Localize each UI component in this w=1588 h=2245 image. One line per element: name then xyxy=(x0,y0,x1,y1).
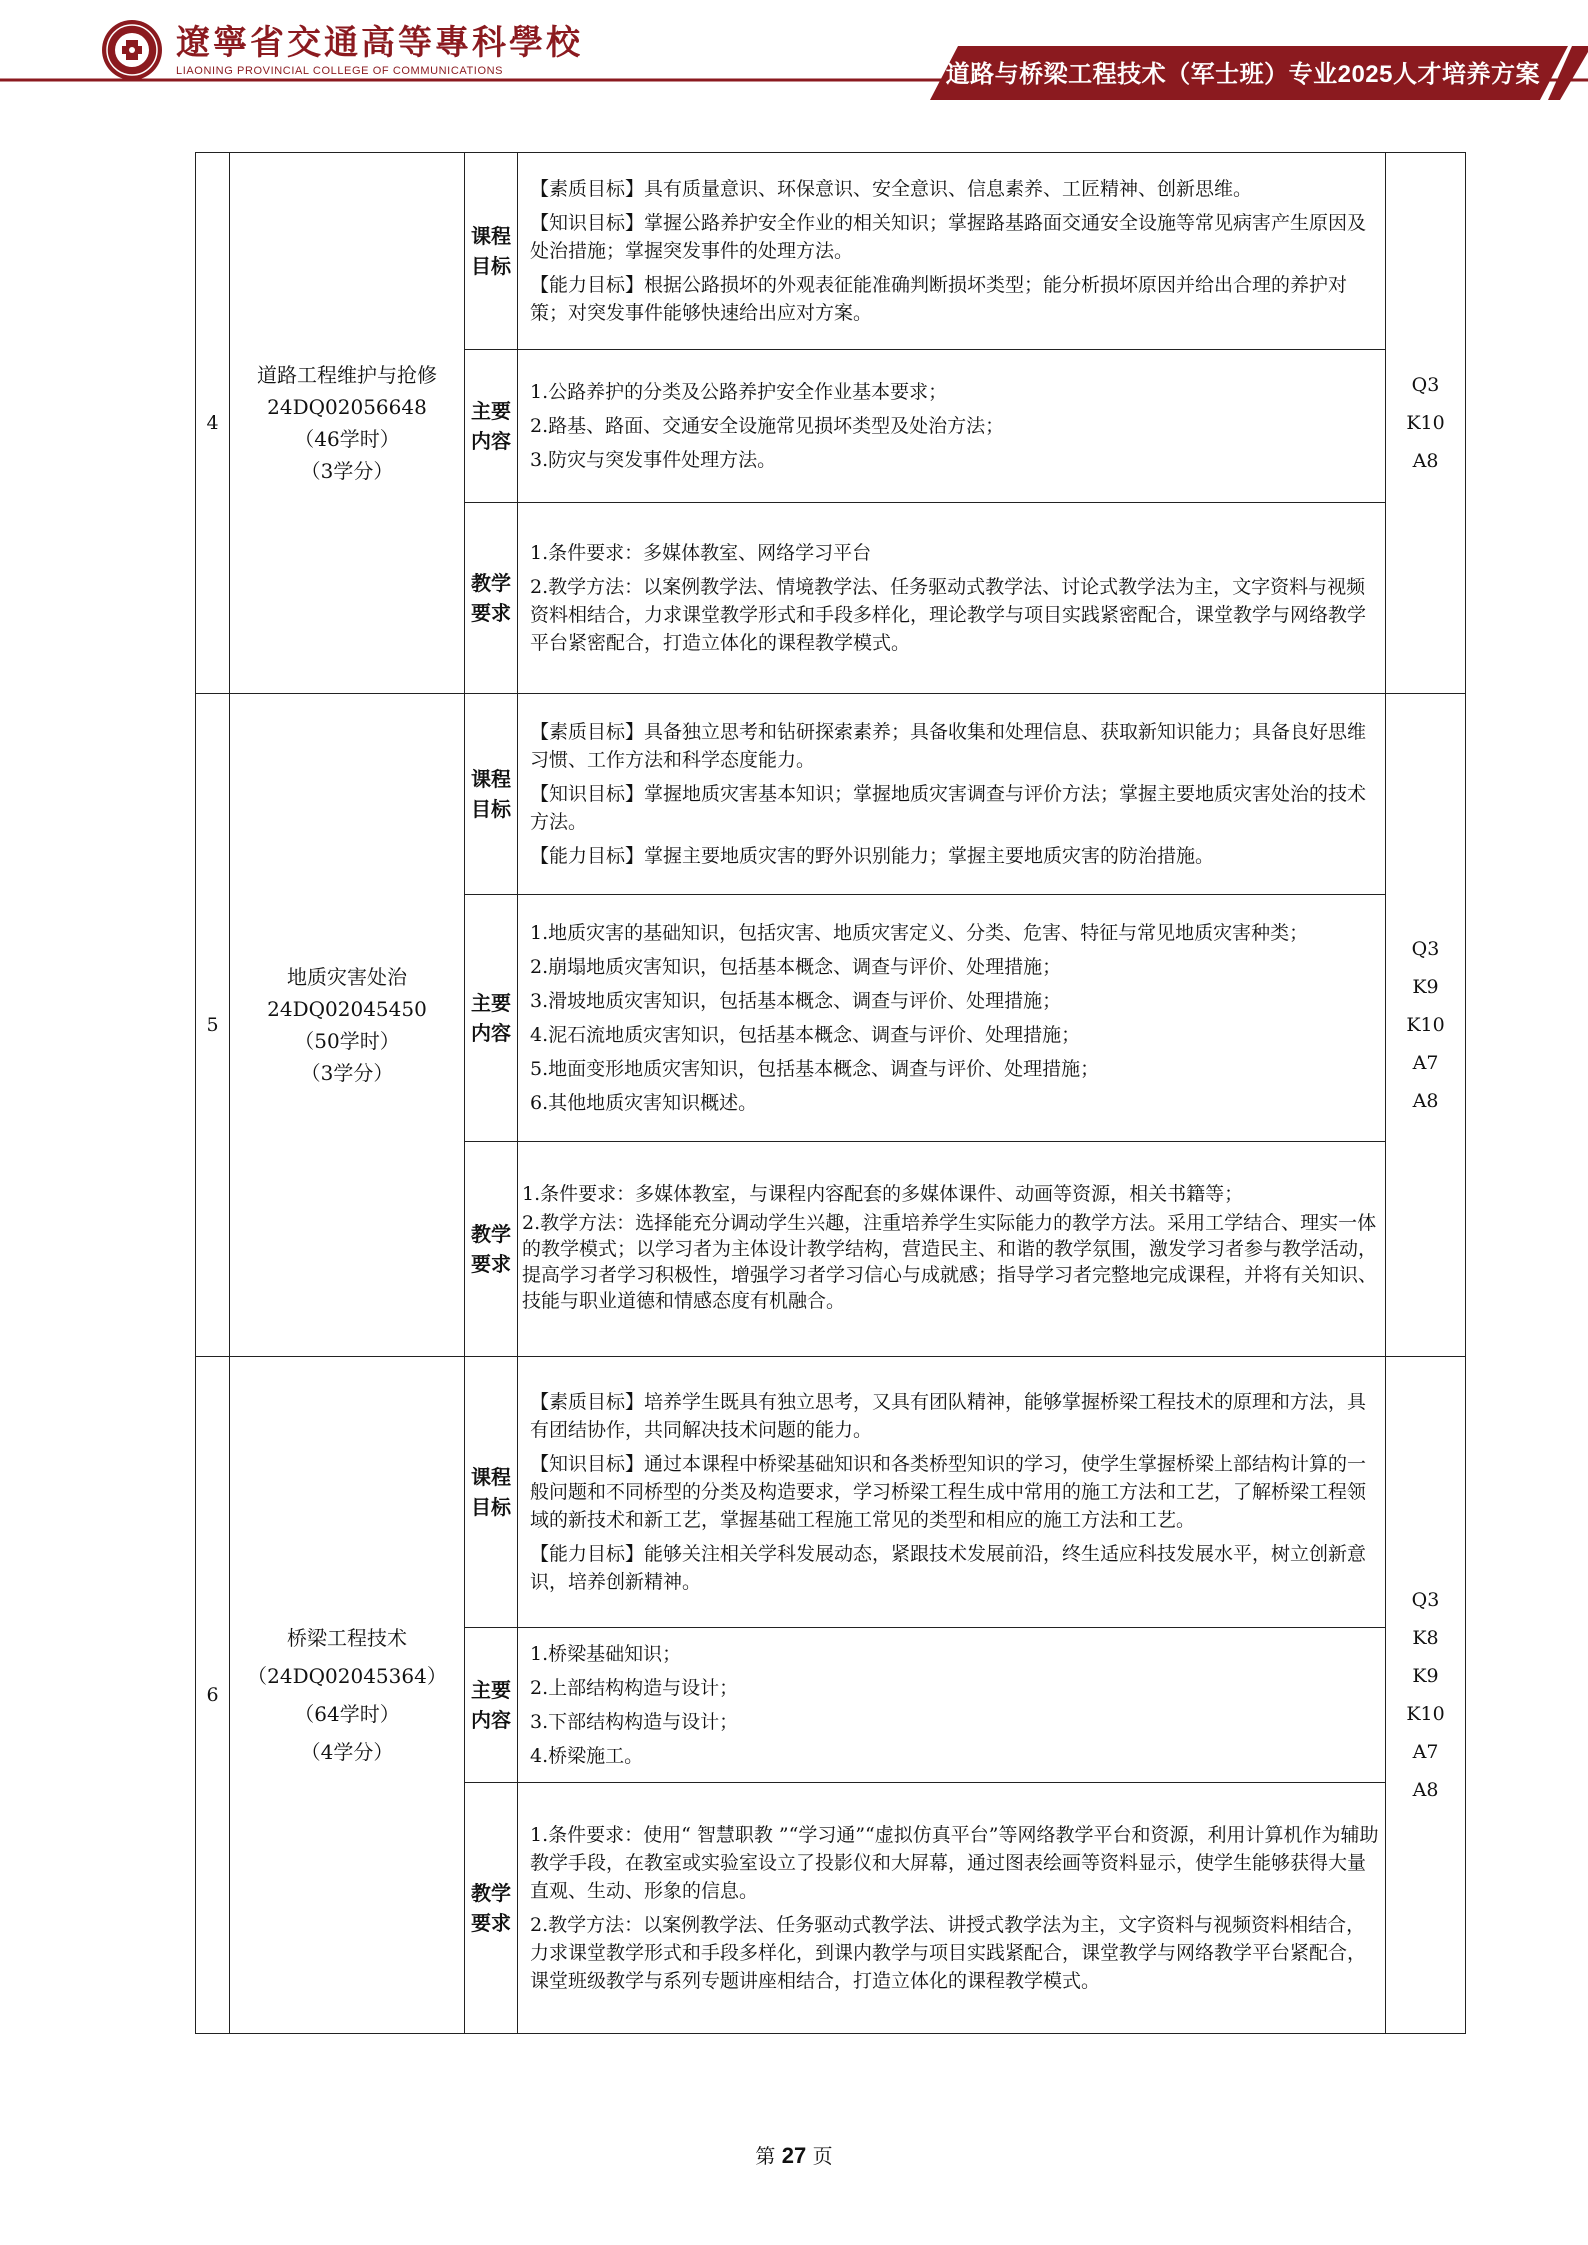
content-item: 6.其他地质灾害知识概述。 xyxy=(530,1092,758,1114)
knowledge-goal: 【知识目标】掌握公路养护安全作业的相关知识；掌握路基路面交通安全设施等常见病害产生原因及处治措施；掌握突发事件的处理方法。 xyxy=(530,212,1367,262)
teaching-label: 教学 要求 xyxy=(465,1783,518,2034)
school-name-cn: 遼寧省交通高等專科學校 xyxy=(176,23,583,63)
page-footer xyxy=(0,2140,1588,2169)
page-header xyxy=(0,0,1588,100)
indicator-code: Q3 xyxy=(1411,938,1440,960)
course-code: 24DQ02056648 xyxy=(267,395,427,419)
course-row-goals xyxy=(196,694,1466,895)
indicator-codes xyxy=(1386,1357,1466,2034)
course-number: 5 xyxy=(196,694,230,1357)
page-suffix: 页 xyxy=(812,2144,833,2168)
content-item: 2.路基、路面、交通安全设施常见损坏类型及处治方法； xyxy=(530,415,1005,437)
indicator-code: K10 xyxy=(1406,1703,1445,1725)
content-item: 2.上部结构构造与设计； xyxy=(530,1677,739,1699)
knowledge-goal: 【知识目标】掌握地质灾害基本知识；掌握地质灾害调查与评价方法；掌握主要地质灾害处治的技术方法。 xyxy=(530,783,1367,833)
teaching-requirements xyxy=(518,1783,1386,2034)
course-info xyxy=(230,153,465,694)
teaching-item: 2.教学方法：以案例教学法、情境教学法、任务驱动式教学法、讨论式教学法为主，文字资料与视频资料相结合，力求课堂教学形式和手段多样化，理论教学与项目实践紧密配合，课堂教学与网络教学平台紧密配合，打造立体化的课程教学模式。 xyxy=(530,576,1367,654)
ability-goal: 【能力目标】根据公路损坏的外观表征能准确判断损坏类型；能分析损坏原因并给出合理的养护对策；对突发事件能够快速给出应对方案。 xyxy=(530,274,1348,324)
indicator-code: Q3 xyxy=(1411,374,1440,396)
course-goals xyxy=(518,153,1386,350)
course-number: 6 xyxy=(196,1357,230,2034)
quality-goal: 【素质目标】具备独立思考和钻研探索素养；具备收集和处理信息、获取新知识能力；具备良好思维习惯、工作方法和科学态度能力。 xyxy=(530,721,1367,771)
indicator-code: K10 xyxy=(1406,412,1445,434)
course-credits: （4学分） xyxy=(300,1740,394,1764)
page-prefix: 第 xyxy=(755,2144,776,2168)
course-goals xyxy=(518,694,1386,895)
indicator-code: K8 xyxy=(1412,1627,1439,1649)
teaching-item: 1.条件要求：多媒体教室、网络学习平台 xyxy=(530,542,872,564)
content-item: 2.崩塌地质灾害知识，包括基本概念、调查与评价、处理措施； xyxy=(530,956,1062,978)
content-item: 4.桥梁施工。 xyxy=(530,1745,644,1767)
teaching-item: 1.条件要求：使用“ 智慧职教 ”“学习通”“虚拟仿真平台”等网络教学平台和资源，利用计算机作为辅助教学手段，在教室或实验室设立了投影仪和大屏幕，通过图表绘画等资料显示，使学生能够获得大量直观、生动、形象的信息。 xyxy=(530,1824,1379,1902)
teaching-item: 1.条件要求：多媒体教室，与课程内容配套的多媒体课件、动画等资源，相关书籍等； xyxy=(522,1183,1244,1205)
content-item: 5.地面变形地质灾害知识，包括基本概念、调查与评价、处理措施； xyxy=(530,1058,1100,1080)
course-content xyxy=(518,1628,1386,1783)
content-item: 4.泥石流地质灾害知识，包括基本概念、调查与评价、处理措施； xyxy=(530,1024,1081,1046)
indicator-codes xyxy=(1386,694,1466,1357)
teaching-label: 教学 要求 xyxy=(465,503,518,694)
goals-label: 课程 目标 xyxy=(465,1357,518,1628)
document-title: 道路与桥梁工程技术（军士班）专业2025人才培养方案 xyxy=(945,61,1540,88)
page-number: 27 xyxy=(781,2143,807,2168)
course-goals xyxy=(518,1357,1386,1628)
course-hours: （50学时） xyxy=(294,1029,400,1053)
content-item: 1.桥梁基础知识； xyxy=(530,1643,682,1665)
school-seal-icon xyxy=(100,18,164,82)
course-code: 24DQ02045450 xyxy=(267,997,427,1021)
indicator-code: A7 xyxy=(1412,1741,1439,1763)
indicator-codes xyxy=(1386,153,1466,694)
course-row-goals xyxy=(196,153,1466,350)
teaching-label: 教学 要求 xyxy=(465,1142,518,1357)
course-hours: （46学时） xyxy=(294,427,400,451)
school-logo xyxy=(100,18,583,82)
course-code: （24DQ02045364） xyxy=(247,1664,447,1688)
teaching-item: 2.教学方法：选择能充分调动学生兴趣，注重培养学生实际能力的教学方法。采用工学结合、理实一体的教学模式；以学习者为主体设计教学结构，营造民主、和谐的教学氛围，激发学习者参与教学活动，提高学习者学习积极性，增强学习者学习信心与成就感；指导学习者完整地完成课程，并将有关知识、技能与职业道德和情感态度有机融合。 xyxy=(522,1212,1378,1312)
course-name: 地质灾害处治 xyxy=(287,965,407,989)
indicator-code: A7 xyxy=(1412,1052,1439,1074)
knowledge-goal: 【知识目标】通过本课程中桥梁基础知识和各类桥型知识的学习，使学生掌握桥梁上部结构计算的一般问题和不同桥型的分类及构造要求，学习桥梁工程生成中常用的施工方法和工艺，了解桥梁工程领域的新技术和新工艺，掌握基础工程施工常见的类型和相应的施工方法和工艺。 xyxy=(530,1453,1367,1531)
indicator-code: A8 xyxy=(1412,1779,1439,1801)
teaching-requirements xyxy=(518,503,1386,694)
course-info xyxy=(230,694,465,1357)
course-number: 4 xyxy=(196,153,230,694)
content-label: 主要 内容 xyxy=(465,1628,518,1783)
content-item: 3.下部结构构造与设计； xyxy=(530,1711,739,1733)
indicator-code: K10 xyxy=(1406,1014,1445,1036)
content-item: 3.滑坡地质灾害知识，包括基本概念、调查与评价、处理措施； xyxy=(530,990,1062,1012)
course-table xyxy=(195,152,1466,2034)
course-info xyxy=(230,1357,465,2034)
content-label: 主要 内容 xyxy=(465,350,518,503)
content-label: 主要 内容 xyxy=(465,895,518,1142)
school-name-en: LIAONING PROVINCIAL COLLEGE OF COMMUNICATIONS xyxy=(176,65,504,77)
course-content xyxy=(518,895,1386,1142)
quality-goal: 【素质目标】具有质量意识、环保意识、安全意识、信息素养、工匠精神、创新思维。 xyxy=(530,178,1253,200)
course-credits: （3学分） xyxy=(300,1061,394,1085)
indicator-code: A8 xyxy=(1412,1090,1439,1112)
course-name: 道路工程维护与抢修 xyxy=(257,363,437,387)
teaching-requirements xyxy=(518,1142,1386,1357)
course-credits: （3学分） xyxy=(300,459,394,483)
indicator-code: A8 xyxy=(1412,450,1439,472)
content-item: 3.防灾与突发事件处理方法。 xyxy=(530,449,777,471)
course-content xyxy=(518,350,1386,503)
goals-label: 课程 目标 xyxy=(465,694,518,895)
course-row-goals xyxy=(196,1357,1466,1628)
indicator-code: Q3 xyxy=(1411,1589,1440,1611)
content-item: 1.公路养护的分类及公路养护安全作业基本要求； xyxy=(530,381,948,403)
ability-goal: 【能力目标】能够关注相关学科发展动态，紧跟技术发展前沿，终生适应科技发展水平，树立创新意识，培养创新精神。 xyxy=(530,1543,1367,1593)
content-item: 1.地质灾害的基础知识，包括灾害、地质灾害定义、分类、危害、特征与常见地质灾害种类； xyxy=(530,922,1309,944)
course-name: 桥梁工程技术 xyxy=(287,1626,407,1650)
goals-label: 课程 目标 xyxy=(465,153,518,350)
quality-goal: 【素质目标】培养学生既具有独立思考，又具有团队精神，能够掌握桥梁工程技术的原理和方法，具有团结协作，共同解决技术问题的能力。 xyxy=(530,1391,1367,1441)
indicator-code: K9 xyxy=(1412,1665,1439,1687)
ability-goal: 【能力目标】掌握主要地质灾害的野外识别能力；掌握主要地质灾害的防治措施。 xyxy=(530,845,1215,867)
course-hours: （64学时） xyxy=(294,1702,400,1726)
teaching-item: 2.教学方法：以案例教学法、任务驱动式教学法、讲授式教学法为主，文字资料与视频资料相结合，力求课堂教学形式和手段多样化，到课内教学与项目实践紧配合，课堂教学与网络教学平台紧配合，课堂班级教学与系列专题讲座相结合，打造立体化的课程教学模式。 xyxy=(530,1914,1367,1992)
indicator-code: K9 xyxy=(1412,976,1439,998)
